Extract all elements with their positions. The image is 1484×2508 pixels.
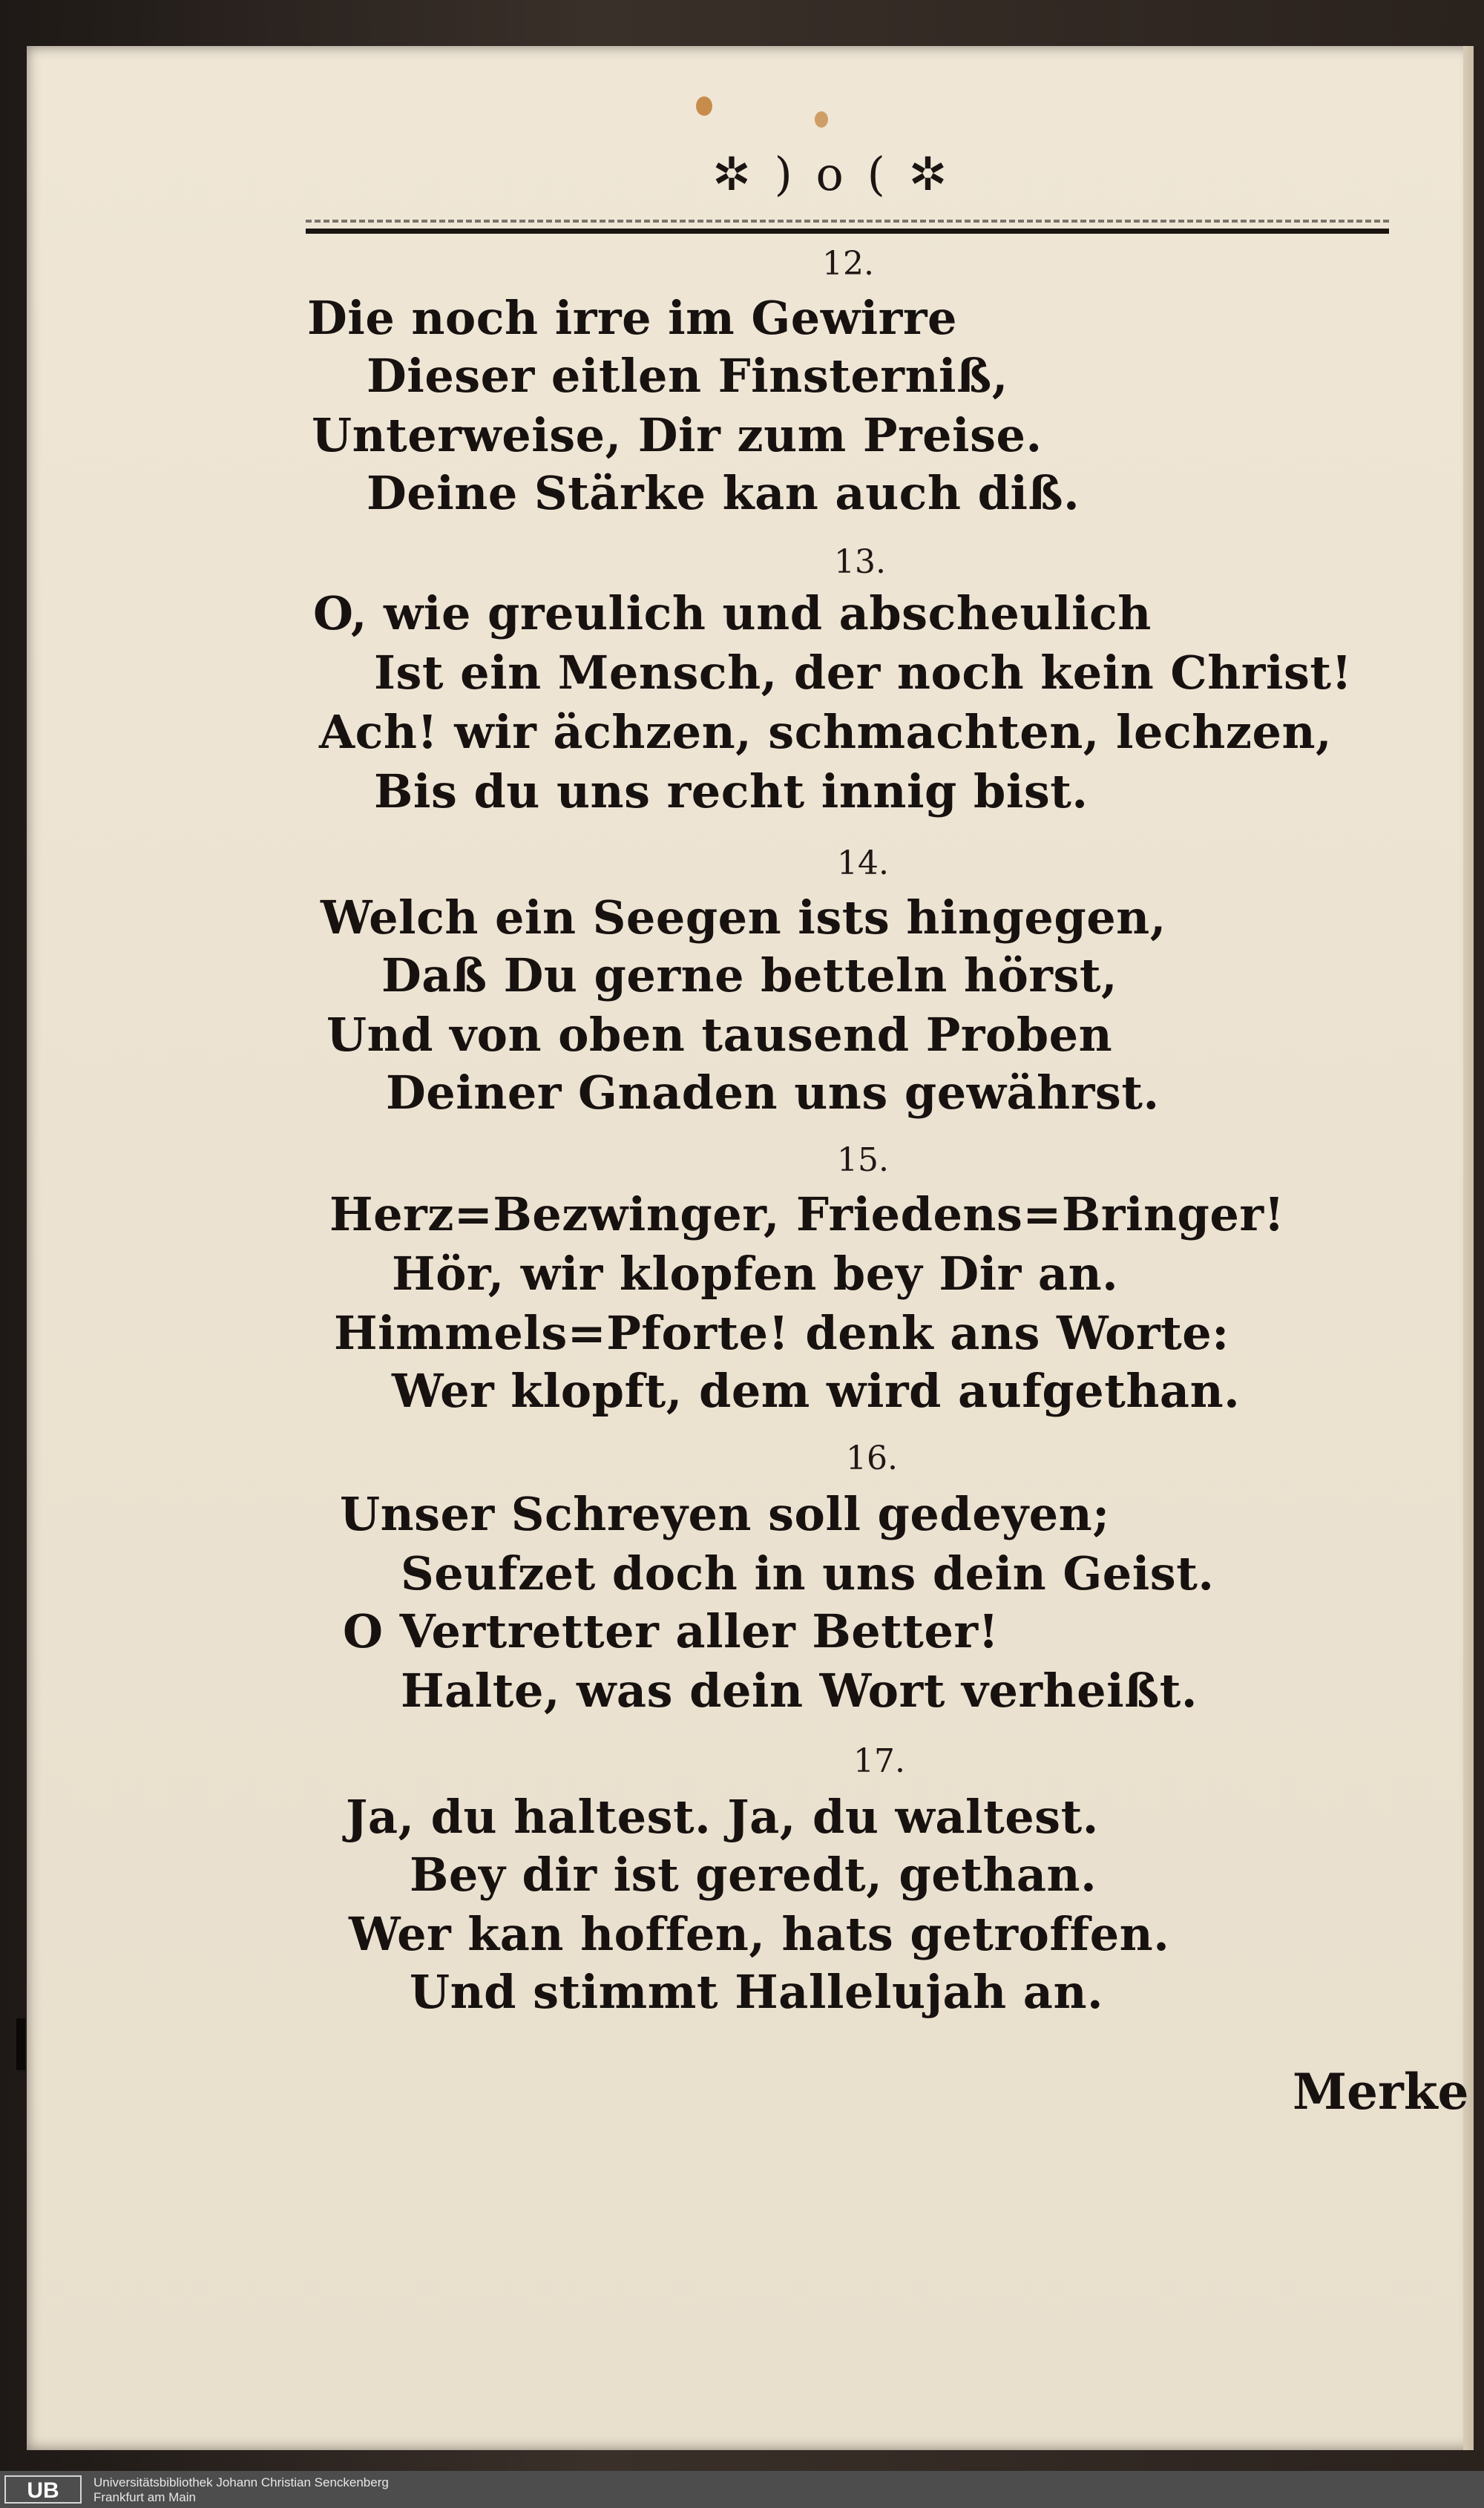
verse-line: O Vertretter aller Better! — [343, 1604, 999, 1658]
verse-line: Ja, du haltest. Ja, du waltest. — [346, 1790, 1099, 1844]
verse-line: Wer kan hoffen, hats getroffen. — [349, 1907, 1170, 1961]
stanza-number: 17. — [853, 1742, 905, 1780]
footer-city: Frankfurt am Main — [93, 2490, 196, 2504]
verse-line: Ach! wir ächzen, schmachten, lechzen, — [319, 705, 1333, 759]
header-rule — [306, 229, 1389, 234]
verse-line: Deine Stärke kan auch diß. — [367, 466, 1080, 520]
paper-stain — [815, 111, 828, 128]
stanza-number: 14. — [837, 844, 889, 882]
verse-line: Ist ein Mensch, der noch kein Christ! — [374, 646, 1353, 700]
verse-line: Deiner Gnaden uns gewährst. — [386, 1066, 1160, 1120]
verse-line: Himmels=Pforte! denk ans Worte: — [334, 1306, 1229, 1360]
verse-line: Unterweise, Dir zum Preise. — [312, 408, 1043, 462]
verse-line: Unser Schreyen soll gedeyen; — [340, 1487, 1110, 1541]
header-rule-dashed — [306, 220, 1389, 223]
stanza-number: 16. — [846, 1440, 898, 1477]
header-ornament: ✲ ) o ( ✲ — [712, 147, 952, 201]
verse-line: Halte, was dein Wort verheißt. — [401, 1664, 1198, 1718]
verse-line: Welch ein Seegen ists hingegen, — [321, 890, 1166, 945]
verse-line: Und stimmt Hallelujah an. — [410, 1965, 1104, 2019]
stanza-number: 12. — [822, 245, 874, 283]
verse-line: Dieser eitlen Finsterniß, — [367, 349, 1008, 403]
verse-line: Bey dir ist geredt, gethan. — [410, 1848, 1097, 1902]
stanza-number: 13. — [834, 543, 886, 581]
catchword: Merke — [1293, 2063, 1469, 2121]
verse-line: Die noch irre im Gewirre — [307, 291, 957, 345]
verse-line: O, wie greulich und abscheulich — [313, 586, 1152, 640]
verse-line: Daß Du gerne betteln hörst, — [381, 948, 1118, 1002]
verse-line: Hör, wir klopfen bey Dir an. — [392, 1247, 1119, 1301]
verse-line: Und von oben tausend Proben — [326, 1008, 1113, 1062]
binding-mark — [16, 2018, 25, 2070]
verse-line: Herz=Bezwinger, Friedens=Bringer! — [329, 1187, 1285, 1241]
ub-logo: UB — [4, 2475, 82, 2504]
footer-institution: Universitätsbibliothek Johann Christian Senckenberg — [93, 2475, 389, 2489]
verse-line: Wer klopft, dem wird aufgethan. — [392, 1364, 1241, 1418]
stanza-number: 15. — [837, 1141, 889, 1179]
verse-line: Seufzet doch in uns dein Geist. — [401, 1546, 1215, 1601]
verse-line: Bis du uns recht innig bist. — [374, 764, 1089, 818]
paper-stain — [696, 96, 712, 116]
